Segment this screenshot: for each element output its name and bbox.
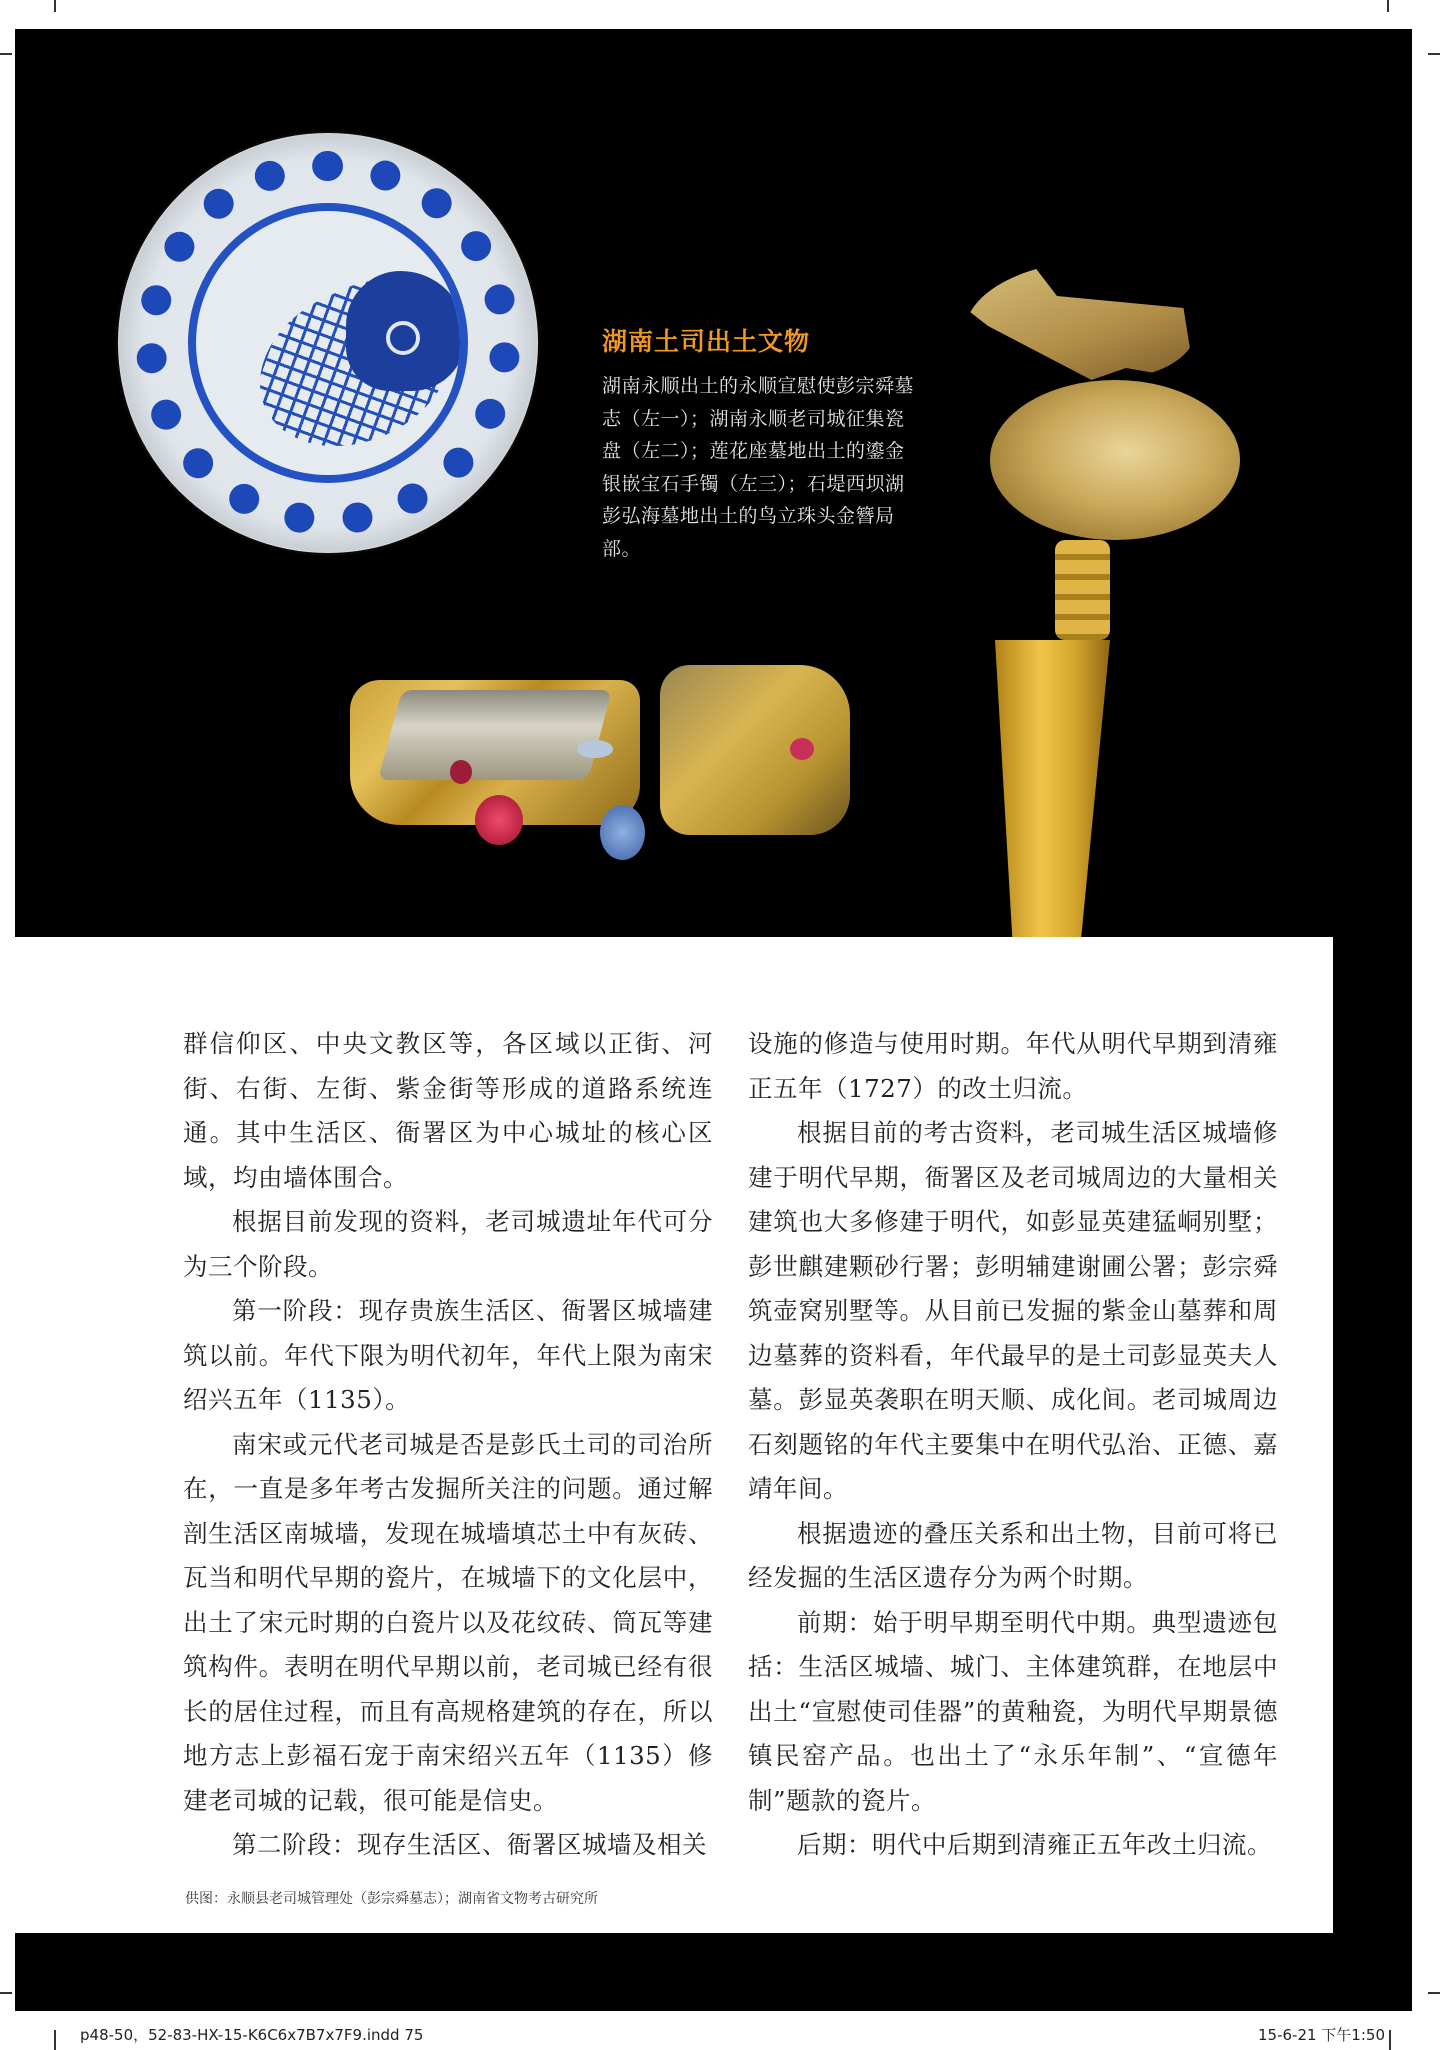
slug-timestamp: 15-6-21 下午1:50 <box>1258 2026 1385 2044</box>
crop-mark <box>54 0 56 12</box>
crop-mark <box>1428 53 1440 55</box>
crop-mark <box>1389 2030 1391 2050</box>
sapphire-gem <box>600 805 645 860</box>
hairpin-neck <box>1055 540 1110 640</box>
pearl-gem <box>577 740 613 758</box>
paragraph: 根据遗迹的叠压关系和出土物，目前可将已经发掘的生活区遗存分为两个时期。 <box>748 1518 1278 1592</box>
paragraph: 群信仰区、中央文教区等，各区域以正街、河街、右街、左街、紫金街等形成的道路系统连通。其中生活区、衙署区为中心城址的核心区域，均由墙体围合。 <box>183 1029 713 1192</box>
footer-band <box>15 1933 1412 2011</box>
crop-mark <box>0 53 12 55</box>
blue-white-fish-plate-image <box>118 133 538 553</box>
gold-ball <box>990 380 1240 540</box>
paragraph: 根据目前的考古资料，老司城生活区城墙修建于明代早期，衙署区及老司城周边的大量相关建筑也大多修建于明代，如彭显英建猛峒别墅；彭世麒建颗砂行署；彭明辅建谢圃公署；彭宗舜筑壶窝别墅等。从目前已发掘的紫金山墓葬和周边墓葬的资料看，年代最早的是土司彭显英夫人墓。彭显英袭职在明天顺、成化间。老司城周边石刻题铭的年代主要集中在明代弘治、正德、嘉靖年间。 <box>748 1118 1278 1503</box>
crop-mark <box>54 2030 56 2050</box>
bracelet-silver-band <box>378 690 612 780</box>
paragraph: 根据目前发现的资料，老司城遗址年代可分为三个阶段。 <box>183 1207 713 1281</box>
gold-bird-figure <box>965 260 1195 380</box>
gilt-silver-gem-bracelet-image <box>345 620 865 850</box>
caption-body: 湖南永顺出土的永顺宣慰使彭宗舜墓志（左一）；湖南永顺老司城征集瓷盘（左二）；莲花座墓地出土的鎏金银嵌宝石手镯（左三）；石堤西坝湖彭弘海墓地出土的鸟立珠头金簪局部。 <box>602 375 915 560</box>
slug-filename: p48-50，52-83-HX-15-K6C6x7B7x7F9.indd 75 <box>80 2026 424 2044</box>
article-column-right <box>748 1022 1278 1868</box>
crop-mark <box>0 1992 12 1994</box>
photo-caption <box>602 322 922 565</box>
paragraph: 南宋或元代老司城是否是彭氏土司的司治所在，一直是多年考古发掘所关注的问题。通过解剖生活区南城墙，发现在城墙填芯土中有灰砖、瓦当和明代早期的瓷片，在城墙下的文化层中，出土了宋元时期的白瓷片以及花纹砖、筒瓦等建筑构件。表明在明代早期以前，老司城已经有很长的居住过程，而且有高规格建筑的存在，所以地方志上彭福石宠于南宋绍兴五年（1135）修建老司城的记载，很可能是信史。 <box>183 1429 713 1815</box>
paragraph: 第一阶段：现存贵族生活区、衙署区城墙建筑以前。年代下限为明代初年，年代上限为南宋绍兴五年（1135）。 <box>183 1296 713 1414</box>
bird-ball-gold-hairpin-image <box>955 255 1245 937</box>
paragraph: 后期：明代中后期到清雍正五年改土归流。 <box>797 1830 1272 1859</box>
crop-mark <box>1428 1992 1440 1994</box>
crop-mark <box>1387 0 1389 12</box>
ruby-gem-right <box>790 738 814 760</box>
photo-panel-edge <box>1333 937 1412 1933</box>
bracelet-right-half <box>660 665 850 835</box>
paragraph: 第二阶段：现存生活区、衙署区城墙及相关 <box>232 1830 707 1859</box>
fish-eye <box>386 321 420 355</box>
ruby-gem <box>475 795 523 845</box>
hairpin-shaft <box>995 640 1110 937</box>
photo-credit: 供图：永顺县老司城管理处（彭宗舜墓志）；湖南省文物考古研究所 <box>185 1891 598 1907</box>
caption-title: 湖南土司出土文物 <box>602 327 811 356</box>
ruby-gem-small <box>450 760 472 784</box>
plate-center <box>188 203 468 483</box>
paragraph: 前期：始于明早期至明代中期。典型遗迹包括：生活区城墙、城门、主体建筑群，在地层中出土“宣慰使司佳器”的黄釉瓷，为明代早期景德镇民窑产品。也出土了“永乐年制”、“宣德年制”题款的瓷片。 <box>748 1607 1278 1815</box>
paragraph: 设施的修造与使用时期。年代从明代早期到清雍正五年（1727）的改土归流。 <box>748 1029 1278 1103</box>
article-column-left <box>183 1022 713 1868</box>
